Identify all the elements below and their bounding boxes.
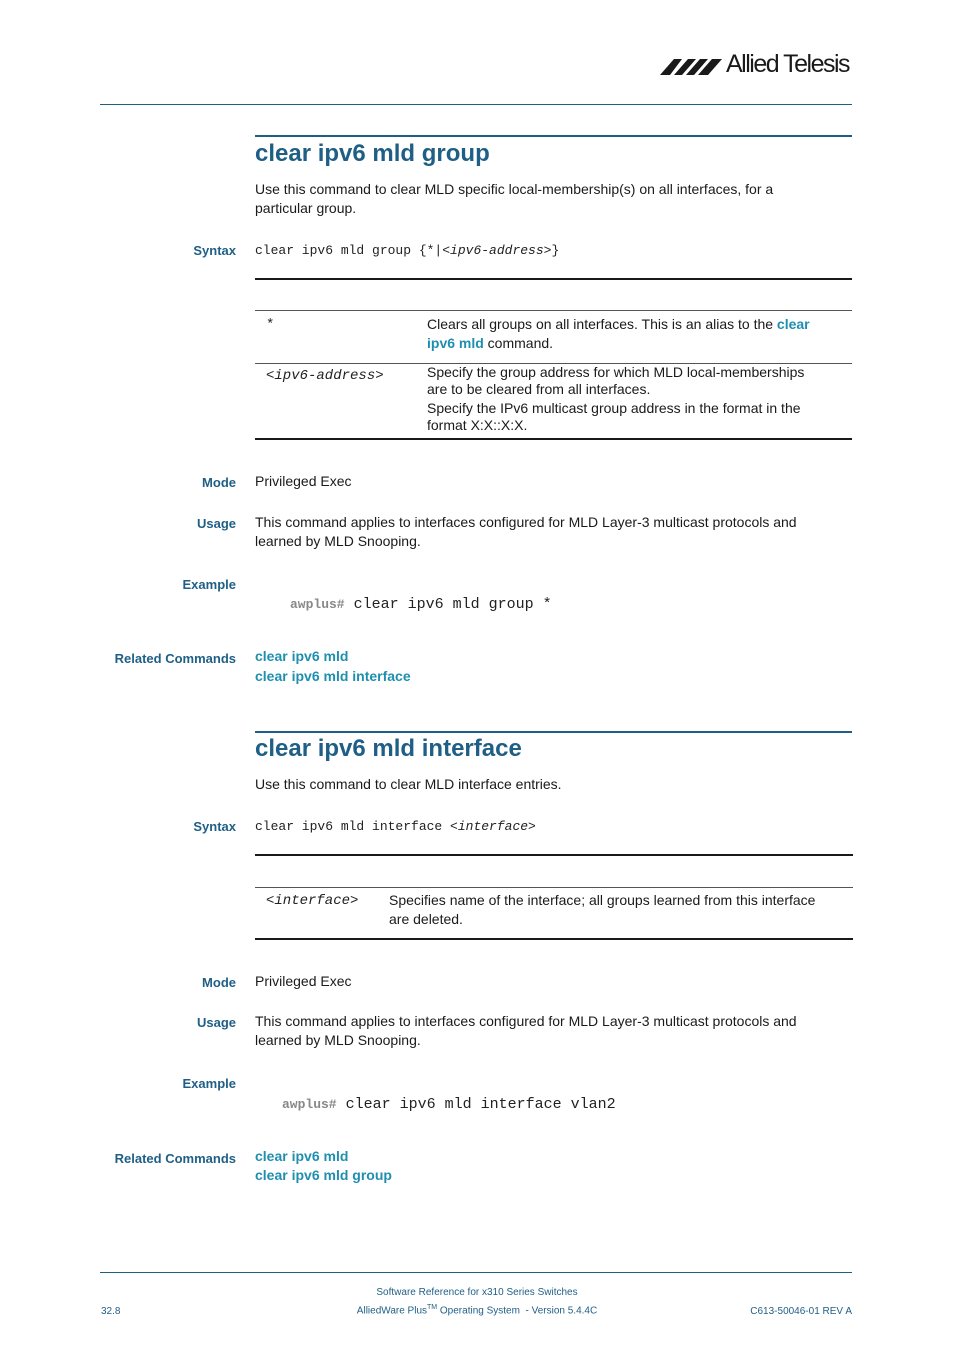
section2-syntax-cmd: clear ipv6 mld interface bbox=[255, 819, 451, 834]
related-link-clear-ipv6-mld[interactable]: clear ipv6 mld bbox=[255, 1148, 349, 1164]
section2-usage: This command applies to interfaces configured for MLD Layer-3 multicast protocols and learned by MLD Snooping. bbox=[255, 1013, 797, 1048]
param-description: Specify the group address for which MLD local-memberships are to be cleared from all interfaces. Specify the IPv6 multicast group address in the format in the format X:X::X:X. bbox=[427, 364, 805, 433]
brand-logo bbox=[660, 50, 855, 80]
footer-product-line: AlliedWare Plus™ Operating System - Version 5.4.4C bbox=[356, 1304, 598, 1317]
section1-example bbox=[290, 596, 552, 613]
param-name: <interface> bbox=[266, 893, 359, 909]
trademark: TM bbox=[427, 1304, 438, 1311]
section1-syntax-cmd: clear ipv6 mld group {*| bbox=[255, 243, 443, 258]
section2-intro: Use this command to clear MLD interface entries. bbox=[255, 776, 562, 792]
example-command: clear ipv6 mld interface vlan2 bbox=[345, 1096, 616, 1113]
related-link-clear-ipv6-mld-group[interactable]: clear ipv6 mld group bbox=[255, 1167, 392, 1183]
section2-example-label: Example bbox=[182, 1076, 236, 1091]
section1-syntax-param: <ipv6-address> bbox=[442, 243, 552, 258]
section2-syntax bbox=[255, 819, 536, 834]
param-description: Specifies name of the interface; all groups learned from this interface are deleted. bbox=[389, 892, 816, 927]
clear-link[interactable]: clear bbox=[776, 316, 810, 332]
section1-intro-line1: Use this command to clear MLD specific local-membership(s) on all interfaces, for a bbox=[255, 181, 774, 197]
page-number: 32.8 bbox=[101, 1306, 121, 1317]
section2-title: clear ipv6 mld interface bbox=[255, 735, 522, 762]
section2-table-header-rule bbox=[255, 887, 853, 888]
section2-usage-label: Usage bbox=[196, 1015, 236, 1030]
ipv6-mld-link[interactable]: ipv6 mld bbox=[427, 335, 484, 351]
section2-mode: Privileged Exec bbox=[255, 973, 352, 989]
section1-mode-label: Mode bbox=[202, 475, 236, 490]
section1-top-rule bbox=[255, 135, 852, 137]
section1-intro-line2: particular group. bbox=[255, 200, 357, 216]
section1-table-bottom-rule bbox=[255, 438, 852, 440]
section2-top-rule bbox=[255, 731, 852, 733]
example-command: clear ipv6 mld group * bbox=[353, 596, 552, 613]
section1-related-label: Related Commands bbox=[114, 651, 236, 666]
section1-title: clear ipv6 mld group bbox=[255, 140, 490, 167]
section1-syntax-close: } bbox=[551, 243, 560, 258]
section1-table-top-rule bbox=[255, 278, 852, 280]
section1-syntax bbox=[255, 243, 559, 258]
section2-table-top-rule bbox=[255, 854, 853, 856]
section2-related-label: Related Commands bbox=[114, 1151, 236, 1166]
section1-example-label: Example bbox=[182, 577, 236, 592]
related-link-clear-ipv6-mld[interactable]: clear ipv6 mld bbox=[255, 648, 349, 664]
footer-rule bbox=[100, 1272, 852, 1273]
param-name: <ipv6-address> bbox=[266, 368, 384, 384]
section1-usage-label: Usage bbox=[196, 516, 236, 531]
section1-syntax-label: Syntax bbox=[193, 243, 236, 258]
related-link-clear-ipv6-mld-interface[interactable]: clear ipv6 mld interface bbox=[255, 668, 411, 684]
allied-telesis-logo-icon bbox=[660, 53, 730, 79]
section1-mode: Privileged Exec bbox=[255, 473, 352, 489]
param-description: Clears all groups on all interfaces. This is an alias to the clear ipv6 mld command. bbox=[427, 316, 810, 351]
footer-title: Software Reference for x310 Series Switches bbox=[376, 1287, 578, 1298]
header-rule bbox=[100, 104, 852, 105]
document-id: C613-50046-01 REV A bbox=[750, 1306, 852, 1317]
param-name: * bbox=[266, 317, 275, 333]
brand-name: Allied Telesis bbox=[726, 50, 850, 78]
cli-prompt: awplus# bbox=[290, 597, 345, 612]
section2-table-bottom-rule bbox=[255, 938, 853, 940]
cli-prompt: awplus# bbox=[282, 1097, 337, 1112]
section2-example bbox=[282, 1096, 616, 1113]
section2-syntax-label: Syntax bbox=[193, 819, 236, 834]
section1-intro bbox=[255, 180, 845, 218]
section2-mode-label: Mode bbox=[202, 975, 236, 990]
section1-table-header-rule bbox=[255, 310, 852, 311]
section2-syntax-param: <interface> bbox=[450, 819, 536, 834]
section1-usage: This command applies to interfaces configured for MLD Layer-3 multicast protocols and learned by MLD Snooping. bbox=[255, 514, 797, 549]
